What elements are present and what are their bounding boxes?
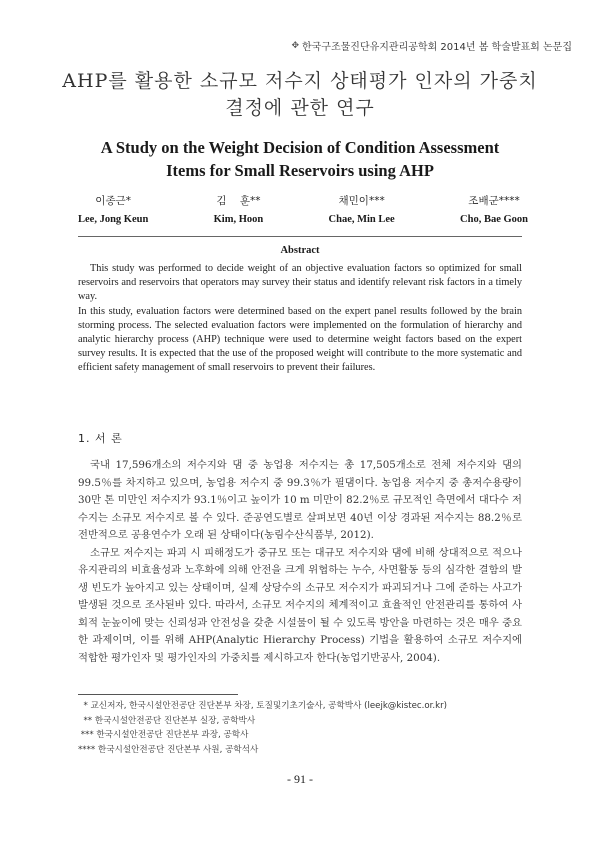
author-name-kr: 김 훈**	[216, 195, 261, 207]
author	[78, 193, 148, 225]
author-name-en: Chae, Min Lee	[328, 214, 395, 225]
footnotes	[78, 699, 447, 757]
header-mark-icon: ✥	[291, 40, 299, 51]
english-title-line2: Items for Small Reservoirs using AHP	[166, 161, 434, 180]
footnote: ** 한국시설안전공단 진단본부 실장, 공학박사	[78, 715, 256, 726]
running-header	[291, 38, 572, 53]
korean-title-line1: AHP를 활용한 소규모 저수지 상태평가 인자의 가중치	[62, 70, 538, 92]
author-name-en: Cho, Bae Goon	[460, 214, 528, 225]
section-heading: 1. 서 론	[78, 432, 123, 445]
footnote: *** 한국시설안전공단 진단본부 과장, 공학사	[78, 730, 249, 740]
header-text: 한국구조물진단유지관리공학회 2014년 봄 학술발표회 논문집	[301, 42, 572, 53]
section-body	[78, 457, 522, 667]
korean-title	[40, 68, 560, 122]
author-name-en: Kim, Hoon	[213, 214, 264, 225]
author	[214, 193, 264, 225]
abstract-heading: Abstract	[280, 245, 320, 256]
page-number: - 91 -	[287, 772, 313, 786]
abstract-paragraph: In this study, evaluation factors were determined based on the expert panel results followed by the brain storming process. The selected evaluation factors were implemented on the formulation of hierarchy and analytic hierarchy process (AHP) technique were used to determine weight factors based on the expert survey results. It is expected that the use of the proposed weight will contribute to the more systematic and efficient safety management of small reservoirs to prevent their failures.	[78, 305, 522, 374]
abstract-paragraph: This study was performed to decide weight of an objective evaluation factors so optimized for small reservoirs and reservoirs that operators may survey their status and identify relevant risk factors in a timely way.	[78, 263, 522, 303]
footnote-divider	[78, 694, 238, 695]
body-paragraph: 국내 17,596개소의 저수지와 댐 중 농업용 저수지는 총 17,505개소로 전체 저수지와 댐의 99.5％를 차지하고 있으며, 농업용 저수지 중 99.3％가 필댐이다. 농업용 저수지 중 총저수용량이 30만 톤 미만인 저수지가 93.1％이고 높이가 10 m 미만이 82.2％로 규모적인 측면에서 대다수 저수지는 소규모 저수지로 볼 수 있다. 준공연도별로 살펴보면 40년 이상 경과된 저수지는 88.2％로 전반적으로 공용연수가 오래 된 상태이다(농림수산식품부, 2012).	[78, 459, 522, 541]
author-name-en: Lee, Jong Keun	[78, 214, 149, 225]
author-list	[78, 193, 528, 225]
author-name-kr: 채민이***	[338, 195, 385, 207]
footnote: **** 한국시설안전공단 진단본부 사원, 공학석사	[78, 744, 259, 755]
author-name-kr: 이종근*	[95, 195, 131, 207]
english-title-line1: A Study on the Weight Decision of Condition Assessment	[100, 138, 500, 157]
body-paragraph: 소규모 저수지는 파괴 시 피해정도가 중규모 또는 대규모 저수지와 댐에 비해 상대적으로 적으나 유지관리의 비효율성과 노후화에 의해 안전을 크게 위협하는 누수, 사면활동 등의 심각한 결함의 발생 빈도가 높아지고 있는 상태이며, 실제 상당수의 소규모 저수지가 파괴되거나 그에 준하는 사고가 발생된 것으로 조사된바 있다. 따라서, 소규모 저수지의 체계적이고 효율적인 안전관리를 통하여 사회적 눈높이에 맞는 신뢰성과 안전성을 갖춘 시설물이 될 수 있도록 방안을 마련하는 것은 매우 중요한 과제이며, 이를 위해 AHP(Analytic Hierarchy Process) 기법을 활용하여 소규모 저수지에 적합한 평가인자 및 평가인자의 가중치를 제시하고자 한다(농업기반공사, 2004).	[78, 546, 522, 664]
korean-title-line2: 결정에 관한 연구	[225, 97, 375, 119]
english-title	[40, 136, 560, 182]
author-name-kr: 조배군****	[468, 195, 520, 207]
footnote: * 교신저자, 한국시설안전공단 진단본부 차장, 토질및기초기술사, 공학박사 (leejk@kistec.or.kr)	[78, 701, 447, 711]
divider	[78, 236, 522, 237]
author	[329, 193, 395, 225]
author	[460, 193, 528, 225]
abstract-body	[78, 262, 522, 376]
